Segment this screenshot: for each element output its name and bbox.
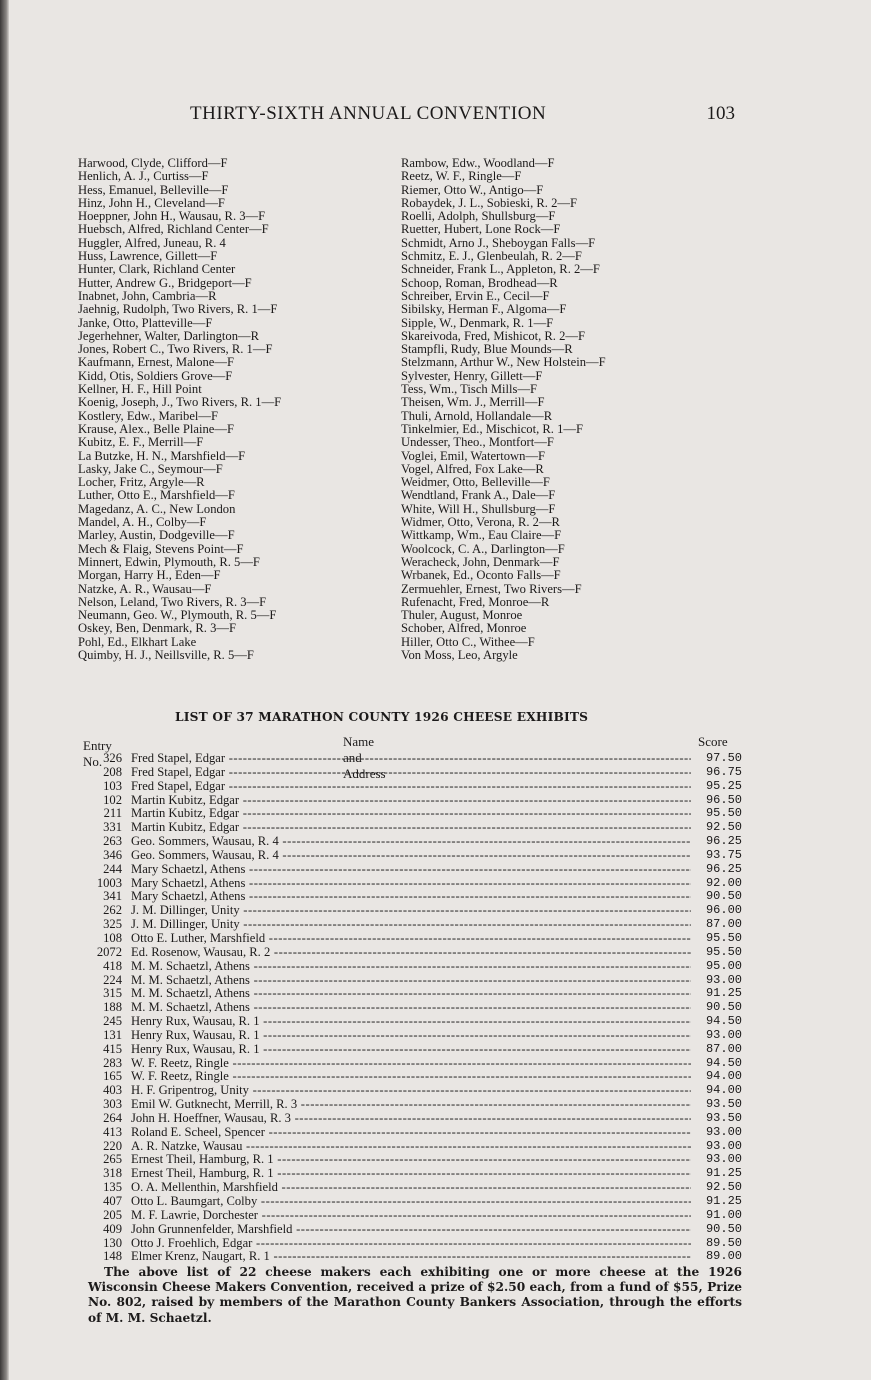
name-entry: Sibilsky, Herman F., Algoma—F: [401, 302, 567, 317]
entry-column-header: Entry No.: [83, 738, 112, 769]
exhibit-score: 89.50: [705, 1235, 742, 1250]
exhibit-score: 96.75: [705, 764, 742, 779]
name-entry: Jegerhehner, Walter, Darlington—R: [78, 328, 259, 343]
name-entry: Hiller, Otto C., Withee—F: [401, 634, 535, 649]
entry-number: 1003: [96, 875, 122, 890]
name-entry: Tinkelmier, Ed., Mischicot, R. 1—F: [401, 421, 583, 436]
page-header: [190, 103, 735, 133]
name-entry: Tess, Wm., Tisch Mills—F: [401, 382, 538, 397]
page-number: 103: [706, 103, 735, 124]
table-row: [80, 1069, 745, 1083]
exhibitor-name: A. R. Natzke, Wausau -----: [131, 1139, 691, 1154]
table-row: [80, 1222, 745, 1236]
entry-number: 220: [103, 1138, 122, 1153]
exhibitor-name: W. F. Reetz, Ringle -----: [131, 1056, 691, 1071]
exhibit-score: 91.00: [705, 1207, 742, 1222]
exhibitor-name: Elmer Krenz, Naugart, R. 1 -----: [131, 1249, 691, 1264]
exhibitor-name: Mary Schaetzl, Athens -----: [131, 889, 691, 904]
name-entry: Kubitz, E. F., Merrill—F: [78, 435, 204, 450]
table-row: [80, 876, 745, 890]
exhibitor-name: Henry Rux, Wausau, R. 1 -----: [131, 1028, 691, 1043]
name-entry: La Butzke, H. N., Marshfield—F: [78, 448, 246, 463]
name-entry: Reetz, W. F., Ringle—F: [401, 169, 522, 184]
entry-number: 103: [103, 778, 122, 793]
entry-number: 165: [103, 1069, 122, 1084]
exhibit-score: 94.50: [705, 1014, 742, 1029]
name-entry: Sipple, W., Denmark, R. 1—F: [401, 315, 554, 330]
table-row: [80, 751, 745, 765]
exhibit-score: 93.00: [705, 1124, 742, 1139]
entry-number: 303: [103, 1097, 122, 1112]
entry-number: 318: [103, 1166, 122, 1181]
table-row: [80, 1139, 745, 1153]
table-row: [80, 903, 745, 917]
names-column-right: [401, 157, 721, 662]
name-entry: Jones, Robert C., Two Rivers, R. 1—F: [78, 342, 273, 357]
exhibits-table: [80, 751, 745, 1263]
table-row: [80, 959, 745, 973]
table-row: [80, 834, 745, 848]
name-entry: Schmidt, Arno J., Sheboygan Falls—F: [401, 235, 596, 250]
entry-number: 346: [103, 847, 122, 862]
exhibitor-name: H. F. Gripentrog, Unity -----: [131, 1083, 691, 1098]
name-entry: Hunter, Clark, Richland Center: [78, 262, 236, 277]
exhibits-list-title: LIST OF 37 MARATHON COUNTY 1926 CHEESE EXHIBITS: [175, 710, 589, 724]
name-entry: Quimby, H. J., Neillsville, R. 5—F: [78, 647, 254, 662]
name-entry: Schober, Alfred, Monroe: [401, 621, 527, 636]
exhibitor-name: Roland E. Scheel, Spencer -----: [131, 1125, 691, 1140]
name-entry: Nelson, Leland, Two Rivers, R. 3—F: [78, 594, 267, 609]
exhibit-score: 96.25: [705, 834, 742, 849]
exhibit-score: 90.50: [705, 1000, 742, 1015]
name-entry: Rambow, Edw., Woodland—F: [401, 156, 555, 170]
table-row: [80, 806, 745, 820]
table-row: [80, 986, 745, 1000]
table-row: [80, 765, 745, 779]
exhibit-score: 96.50: [705, 792, 742, 807]
exhibit-score: 96.00: [705, 903, 742, 918]
entry-number: 409: [103, 1221, 122, 1236]
name-entry: Mandel, A. H., Colby—F: [78, 515, 207, 530]
exhibitor-name: J. M. Dillinger, Unity -----: [131, 903, 691, 918]
exhibit-score: 91.25: [705, 986, 742, 1001]
entry-number: 403: [103, 1083, 122, 1098]
exhibit-score: 92.50: [705, 1180, 742, 1195]
entry-number: 413: [103, 1124, 122, 1139]
exhibitor-name: Martin Kubitz, Edgar -----: [131, 806, 691, 821]
exhibit-score: 93.75: [705, 847, 742, 862]
name-entry: Ruetter, Hubert, Lone Rock—F: [401, 222, 561, 237]
exhibit-score: 93.00: [705, 1027, 742, 1042]
name-entry: Stelzmann, Arthur W., New Holstein—F: [401, 355, 606, 370]
table-row: [80, 1028, 745, 1042]
name-entry: Weidmer, Otto, Belleville—F: [401, 475, 550, 490]
name-entry: Widmer, Otto, Verona, R. 2—R: [401, 515, 560, 530]
exhibitor-name: Ed. Rosenow, Wausau, R. 2 -----: [131, 945, 691, 960]
table-row: [80, 1000, 745, 1014]
exhibitor-name: M. F. Lawrie, Dorchester -----: [131, 1208, 691, 1223]
entry-number: 245: [103, 1014, 122, 1029]
name-entry: Schneider, Frank L., Appleton, R. 2—F: [401, 262, 600, 277]
exhibit-score: 87.00: [705, 1041, 742, 1056]
name-entry: Huebsch, Alfred, Richland Center—F: [78, 222, 269, 237]
entry-number: 135: [103, 1180, 122, 1195]
footnote: The above list of 22 cheese makers each exhibiting one or more cheese at the 1926 Wisconsin Cheese Makers Convention, received a prize of $2.50 each, from a fund of $55, Prize No. 802, raised by members of the Marathon County Bankers Association, through the efforts of M. M. Schaetzl.: [88, 1265, 742, 1325]
table-row: [80, 889, 745, 903]
name-entry: Von Moss, Leo, Argyle: [401, 647, 518, 662]
name-entry: Riemer, Otto W., Antigo—F: [401, 182, 544, 197]
exhibitor-name: John Grunnenfelder, Marshfield -----: [131, 1222, 691, 1237]
name-entry: Voglei, Emil, Watertown—F: [401, 448, 546, 463]
exhibit-score: 91.25: [705, 1194, 742, 1208]
exhibit-score: 95.50: [705, 944, 742, 959]
name-entry: Huss, Lawrence, Gillett—F: [78, 249, 218, 264]
name-column-header: Name and Address: [343, 734, 386, 781]
table-row: [80, 931, 745, 945]
table-row: [80, 779, 745, 793]
table-row: [80, 1083, 745, 1097]
name-entry: Morgan, Harry H., Eden—F: [78, 568, 221, 583]
name-entry: Woolcock, C. A., Darlington—F: [401, 541, 565, 556]
exhibit-score: 91.25: [705, 1166, 742, 1181]
entry-number: 262: [103, 903, 122, 918]
name-entry: Rufenacht, Fred, Monroe—R: [401, 594, 550, 609]
name-entry: Kaufmann, Ernest, Malone—F: [78, 355, 234, 370]
name-entry: Skareivoda, Fred, Mishicot, R. 2—F: [401, 328, 585, 343]
entry-number: 188: [103, 1000, 122, 1015]
name-entry: Harwood, Clyde, Clifford—F: [78, 156, 228, 170]
entry-number: 418: [103, 958, 122, 973]
exhibitor-name: Mary Schaetzl, Athens -----: [131, 876, 691, 891]
name-entry: Henlich, A. J., Curtiss—F: [78, 169, 209, 184]
exhibitor-name: Otto J. Froehlich, Edgar -----: [131, 1236, 691, 1251]
exhibitor-name: Henry Rux, Wausau, R. 1 -----: [131, 1014, 691, 1029]
entry-number: 325: [103, 917, 122, 932]
name-entry: Kostlery, Edw., Maribel—F: [78, 408, 219, 423]
name-entry: Theisen, Wm. J., Merrill—F: [401, 395, 545, 410]
name-entry: Hoeppner, John H., Wausau, R. 3—F: [78, 209, 266, 224]
exhibitor-name: Ernest Theil, Hamburg, R. 1 -----: [131, 1152, 691, 1167]
table-row: [80, 945, 745, 959]
exhibit-score: 89.00: [705, 1249, 742, 1264]
name-entry: Pohl, Ed., Elkhart Lake: [78, 634, 197, 649]
exhibitor-name: Geo. Sommers, Wausau, R. 4 -----: [131, 834, 691, 849]
entry-number: 211: [103, 806, 122, 821]
table-row: [80, 1236, 745, 1250]
table-row: [80, 820, 745, 834]
name-entry: Hinz, John H., Cleveland—F: [78, 195, 225, 210]
exhibitor-name: M. M. Schaetzl, Athens -----: [131, 1000, 691, 1015]
exhibit-score: 95.25: [705, 778, 742, 793]
name-entry: Natzke, A. R., Wausau—F: [78, 581, 212, 596]
name-entry: Wendtland, Frank A., Dale—F: [401, 488, 556, 503]
exhibit-score: 90.50: [705, 889, 742, 904]
exhibit-score: 93.00: [705, 1152, 742, 1167]
name-entry: Wittkamp, Wm., Eau Claire—F: [401, 528, 562, 543]
name-entry: White, Will H., Shullsburg—F: [401, 501, 556, 516]
table-row: [80, 848, 745, 862]
table-row: [80, 1166, 745, 1180]
exhibit-score: 94.50: [705, 1055, 742, 1070]
table-row: [80, 1194, 745, 1208]
entry-number: 415: [103, 1041, 122, 1056]
name-entry: Hutter, Andrew G., Bridgeport—F: [78, 275, 252, 290]
name-entry: Sylvester, Henry, Gillett—F: [401, 368, 543, 383]
exhibitor-name: Martin Kubitz, Edgar -----: [131, 793, 691, 808]
entry-number: 208: [103, 764, 122, 779]
score-column-header: Score: [698, 734, 728, 749]
name-entry: Locher, Fritz, Argyle—R: [78, 475, 205, 490]
table-row: [80, 1111, 745, 1125]
name-entry: Roelli, Adolph, Shullsburg—F: [401, 209, 556, 224]
table-row: [80, 1014, 745, 1028]
name-entry: Marley, Austin, Dodgeville—F: [78, 528, 235, 543]
exhibitor-name: Martin Kubitz, Edgar -----: [131, 820, 691, 835]
exhibitor-name: Fred Stapel, Edgar -----: [131, 751, 691, 766]
exhibitor-name: W. F. Reetz, Ringle -----: [131, 1069, 691, 1084]
name-entry: Janke, Otto, Platteville—F: [78, 315, 213, 330]
entry-number: 265: [103, 1152, 122, 1167]
exhibit-score: 95.50: [705, 930, 742, 945]
exhibit-score: 92.00: [705, 875, 742, 890]
exhibitor-name: M. M. Schaetzl, Athens -----: [131, 986, 691, 1001]
entry-number: 263: [103, 834, 122, 849]
table-row: [80, 1249, 745, 1263]
exhibitor-name: Otto L. Baumgart, Colby -----: [131, 1194, 691, 1209]
name-entry: Hess, Emanuel, Belleville—F: [78, 182, 229, 197]
entry-number: 224: [103, 972, 122, 987]
exhibit-score: 93.00: [705, 972, 742, 987]
name-entry: Thuler, August, Monroe: [401, 608, 523, 623]
table-row: [80, 1152, 745, 1166]
exhibitor-name: Fred Stapel, Edgar -----: [131, 765, 691, 780]
name-entry: Oskey, Ben, Denmark, R. 3—F: [78, 621, 236, 636]
entry-number: 130: [103, 1235, 122, 1250]
table-row: [80, 1042, 745, 1056]
entry-number: 108: [103, 930, 122, 945]
exhibit-score: 95.00: [705, 958, 742, 973]
exhibitor-name: M. M. Schaetzl, Athens -----: [131, 959, 691, 974]
exhibit-score: 94.00: [705, 1069, 742, 1084]
exhibit-score: 93.50: [705, 1097, 742, 1112]
name-entry: Vogel, Alfred, Fox Lake—R: [401, 461, 544, 476]
name-entry: Neumann, Geo. W., Plymouth, R. 5—F: [78, 608, 277, 623]
entry-number: 148: [103, 1249, 122, 1264]
name-entry: Koenig, Joseph, J., Two Rivers, R. 1—F: [78, 395, 282, 410]
table-row: [80, 793, 745, 807]
name-entry: Thuli, Arnold, Hollandale—R: [401, 408, 553, 423]
name-entry: Kidd, Otis, Soldiers Grove—F: [78, 368, 233, 383]
table-row: [80, 973, 745, 987]
name-entry: Minnert, Edwin, Plymouth, R. 5—F: [78, 554, 260, 569]
exhibitor-name: J. M. Dillinger, Unity -----: [131, 917, 691, 932]
exhibit-score: 94.00: [705, 1083, 742, 1098]
name-entry: Luther, Otto E., Marshfield—F: [78, 488, 235, 503]
entry-number: 407: [103, 1194, 122, 1208]
name-entry: Huggler, Alfred, Juneau, R. 4: [78, 235, 226, 250]
name-entry: Undesser, Theo., Montfort—F: [401, 435, 554, 450]
name-entry: Magedanz, A. C., New London: [78, 501, 236, 516]
entry-number: 244: [103, 861, 122, 876]
table-row: [80, 1097, 745, 1111]
exhibitor-name: Otto E. Luther, Marshfield -----: [131, 931, 691, 946]
table-row: [80, 1208, 745, 1222]
entry-number: 315: [103, 986, 122, 1001]
exhibit-score: 95.50: [705, 806, 742, 821]
exhibitor-name: Emil W. Gutknecht, Merrill, R. 3 -----: [131, 1097, 691, 1112]
exhibitor-name: O. A. Mellenthin, Marshfield -----: [131, 1180, 691, 1195]
table-row: [80, 862, 745, 876]
entry-number: 205: [103, 1207, 122, 1222]
entry-number: 331: [103, 820, 122, 835]
table-row: [80, 1056, 745, 1070]
exhibitor-name: Mary Schaetzl, Athens -----: [131, 862, 691, 877]
name-entry: Mech & Flaig, Stevens Point—F: [78, 541, 244, 556]
exhibit-score: 92.50: [705, 820, 742, 835]
table-row: [80, 1180, 745, 1194]
entry-number: 326: [103, 751, 122, 765]
exhibitor-name: M. M. Schaetzl, Athens -----: [131, 973, 691, 988]
exhibit-score: 93.50: [705, 1110, 742, 1125]
name-entry: Wrbanek, Ed., Oconto Falls—F: [401, 568, 561, 583]
exhibit-score: 97.50: [705, 751, 742, 765]
exhibit-score: 93.00: [705, 1138, 742, 1153]
name-entry: Schmitz, E. J., Glenbeulah, R. 2—F: [401, 249, 582, 264]
exhibitor-name: John H. Hoeffner, Wausau, R. 3 -----: [131, 1111, 691, 1126]
name-entry: Schoop, Roman, Brodhead—R: [401, 275, 558, 290]
entry-number: 283: [103, 1055, 122, 1070]
name-entry: Kellner, H. F., Hill Point: [78, 382, 202, 397]
exhibit-score: 90.50: [705, 1221, 742, 1236]
name-entry: Jaehnig, Rudolph, Two Rivers, R. 1—F: [78, 302, 278, 317]
name-entry: Robaydek, J. L., Sobieski, R. 2—F: [401, 195, 577, 210]
running-title: THIRTY-SIXTH ANNUAL CONVENTION: [190, 103, 547, 124]
exhibitor-name: Fred Stapel, Edgar -----: [131, 779, 691, 794]
name-entry: Stampfli, Rudy, Blue Mounds—R: [401, 342, 573, 357]
book-spine-edge: [0, 0, 9, 1380]
exhibit-score: 87.00: [705, 917, 742, 932]
entry-number: 131: [103, 1027, 122, 1042]
exhibit-score: 96.25: [705, 861, 742, 876]
name-entry: Lasky, Jake C., Seymour—F: [78, 461, 223, 476]
entry-number: 341: [103, 889, 122, 904]
names-column-left: [78, 157, 388, 662]
entry-number: 264: [103, 1110, 122, 1125]
exhibitor-name: Geo. Sommers, Wausau, R. 4 -----: [131, 848, 691, 863]
exhibitor-name: Henry Rux, Wausau, R. 1 -----: [131, 1042, 691, 1057]
name-entry: Zermuehler, Ernest, Two Rivers—F: [401, 581, 582, 596]
entry-number: 2072: [96, 944, 122, 959]
name-entry: Krause, Alex., Belle Plaine—F: [78, 421, 234, 436]
name-entry: Inabnet, John, Cambria—R: [78, 288, 217, 303]
entry-number: 102: [103, 792, 122, 807]
table-row: [80, 917, 745, 931]
name-entry: Weracheck, John, Denmark—F: [401, 554, 560, 569]
exhibitor-name: Ernest Theil, Hamburg, R. 1 -----: [131, 1166, 691, 1181]
name-entry: Schreiber, Ervin E., Cecil—F: [401, 288, 550, 303]
table-row: [80, 1125, 745, 1139]
